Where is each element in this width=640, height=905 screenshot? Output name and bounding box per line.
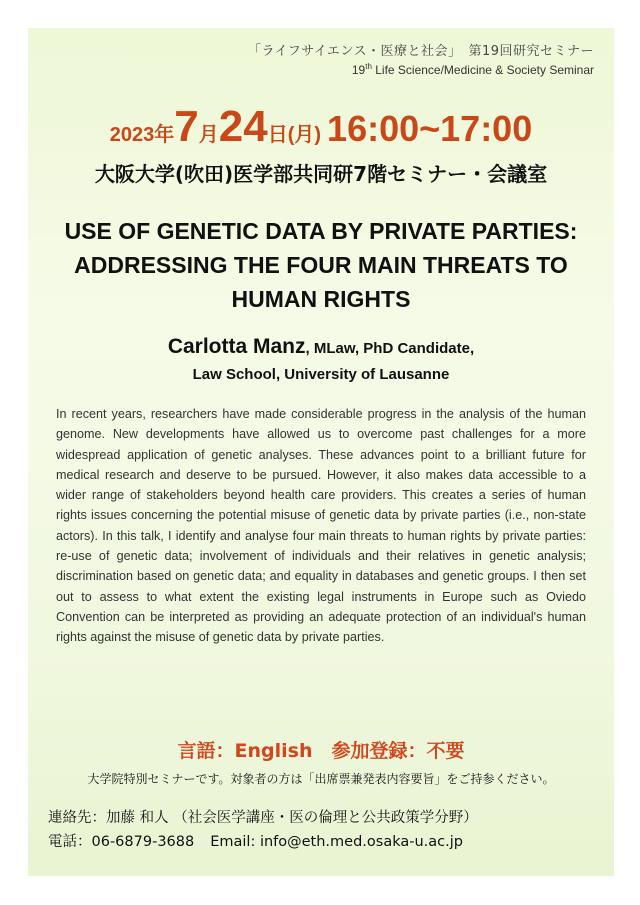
- talk-title-line-1: USE OF GENETIC DATA BY PRIVATE PARTIES:: [64, 218, 578, 244]
- series-number: 19: [351, 63, 366, 77]
- event-day-unit: 日: [267, 124, 288, 146]
- event-month-unit: 月: [198, 124, 219, 146]
- contact-person: 連絡先：加藤 和人 （社会医学講座・医の倫理と公共政策学分野）: [48, 810, 478, 826]
- speaker-degree: , MLaw, PhD Candidate,: [305, 340, 475, 357]
- event-time: 16:00~17:00: [327, 108, 533, 149]
- talk-title-line-2: ADDRESSING THE FOUR MAIN THREATS TO: [74, 252, 568, 278]
- event-weekday: (月): [287, 124, 322, 146]
- series-title-jp: 「ライフサイエンス・医療と社会」 第19回研究セミナー: [248, 44, 594, 59]
- seminar-poster: [28, 28, 614, 876]
- series-ordinal-suffix: th: [365, 62, 372, 71]
- language-registration-line: 言語：English 参加登録：不要: [177, 740, 465, 762]
- event-datetime: [28, 102, 614, 152]
- event-year: 2023年: [109, 124, 175, 146]
- event-day: 24: [218, 102, 268, 151]
- event-venue: 大阪大学(吹田)医学部共同研7階セミナー・会議室: [94, 162, 548, 186]
- talk-title: [38, 214, 604, 316]
- series-name-en: Life Science/Medicine & Society Seminar: [371, 63, 594, 77]
- contact-email[interactable]: Email: info@eth.med.osaka-u.ac.jp: [210, 834, 463, 850]
- talk-abstract: In recent years, researchers have made considerable progress in the analysis of the human genome. New developments have allowed us to overcome past challenges for a more widespread application of genetic analyses. These advances point to a brilliant future for medical research and deserve to be pursued. However, it also makes data accessible to a wider range of stakeholders beyond health care providers. This creates a series of human rights issues concerning the potential misuse of genetic data by private parties (i.e., non-state actors). In this talk, I identify and analyse four main threats to human rights by private parties: re-use of genetic data; involvement of individuals and their relatives in genetic analysis; discrimination based on genetic data; and equality in databases and genetic groups. I then set out to assess to what extent the existing legal instruments in Europe such as Oviedo Convention can be interpreted as providing an adequate protection of an individual's human rights against the misuse of genetic data by private parties.: [56, 407, 586, 645]
- contact-phone: 電話：06-6879-3688: [48, 834, 195, 850]
- speaker-block: [28, 334, 614, 388]
- talk-title-line-3: HUMAN RIGHTS: [231, 286, 411, 312]
- attendance-note: 大学院特別セミナーです。対象者の方は「出席票兼発表内容要旨」をご持参ください。: [87, 772, 555, 786]
- series-title-en: [352, 62, 594, 77]
- contact-info: [48, 806, 478, 854]
- event-month: 7: [174, 102, 199, 151]
- speaker-name: Carlotta Manz: [167, 335, 306, 358]
- speaker-affiliation: Law School, University of Lausanne: [192, 366, 450, 383]
